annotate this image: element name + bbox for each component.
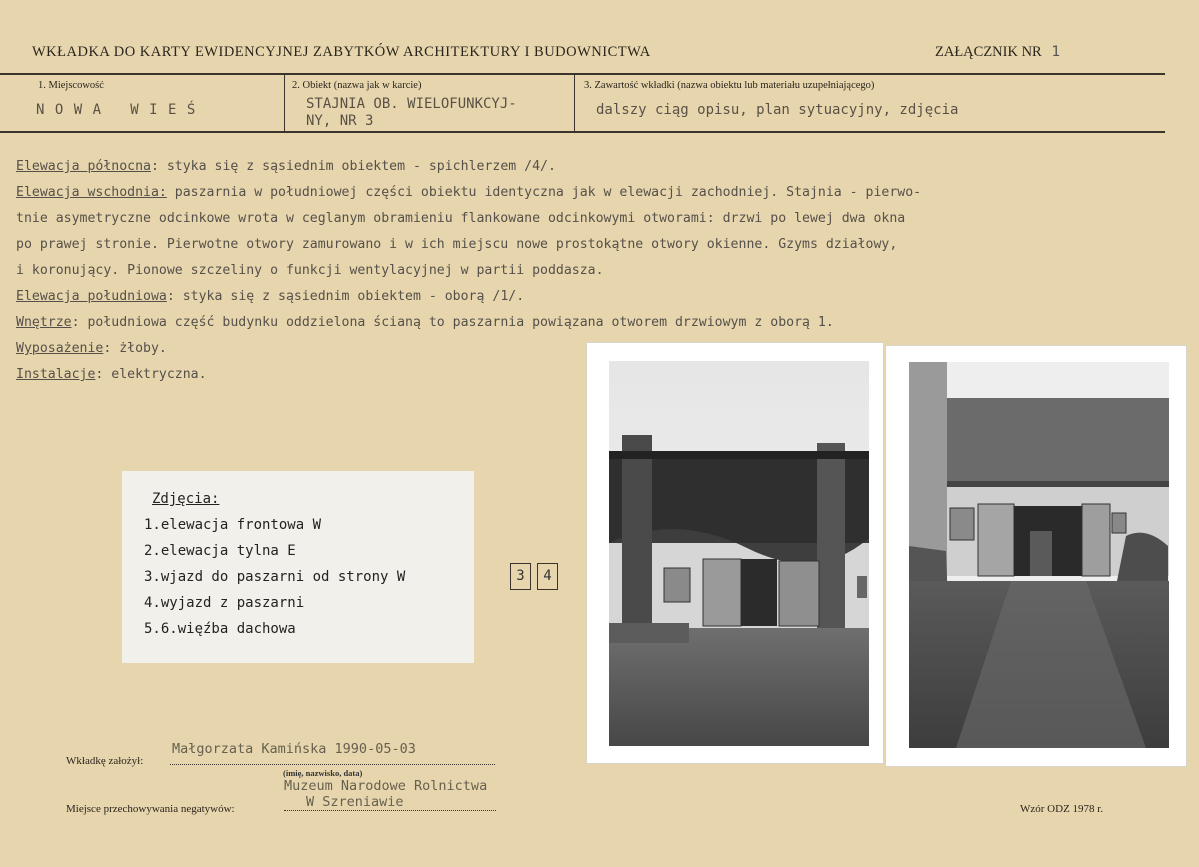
storage-value-line1: Muzeum Narodowe Rolnictwa bbox=[284, 778, 488, 794]
object-value-line1: STAJNIA OB. WIELOFUNKCYJ- bbox=[306, 96, 517, 112]
section-heading: Elewacja północna bbox=[16, 159, 151, 174]
photos-list-item: 5.6.więźba dachowa bbox=[144, 621, 296, 637]
storage-label: Miejsce przechowywania negatywów: bbox=[66, 803, 235, 815]
section-text: : styka się z sąsiednim obiektem - spichlerzem /4/. bbox=[150, 159, 556, 174]
photos-list-item: 2.elewacja tylna E bbox=[144, 543, 296, 559]
author-hint: (imię, nazwisko, data) bbox=[283, 768, 363, 778]
description-row bbox=[16, 180, 1191, 206]
section-text: i koronujący. Pionowe szczeliny o funkcji wentylacyjnej w partii poddasza. bbox=[16, 263, 604, 278]
section-heading: Wnętrze bbox=[16, 315, 72, 330]
photos-list-label bbox=[122, 471, 474, 663]
section-heading: Instalacje bbox=[16, 367, 96, 382]
photo-3-image bbox=[587, 343, 883, 763]
description-row bbox=[16, 258, 1191, 284]
field-divider-1 bbox=[284, 75, 285, 131]
content-label: 3. Zawartość wkładki (nazwa obiektu lub materiału uzupełniającego) bbox=[584, 80, 875, 91]
storage-value-line2: W Szreniawie bbox=[306, 794, 404, 810]
object-label: 2. Obiekt (nazwa jak w karcie) bbox=[292, 80, 422, 91]
section-text: : żłoby. bbox=[103, 341, 167, 356]
section-text: : styka się z sąsiednim obiektem - oborą /1/. bbox=[166, 289, 525, 304]
photos-list-item: 4.wyjazd z paszarni bbox=[144, 595, 305, 611]
storage-underline bbox=[284, 810, 496, 811]
section-heading: Elewacja południowa bbox=[16, 289, 167, 304]
section-heading: Elewacja wschodnia: bbox=[16, 185, 167, 200]
description-row bbox=[16, 232, 1191, 258]
photo-4 bbox=[886, 346, 1186, 766]
section-text: : elektryczna. bbox=[95, 367, 207, 382]
photos-list-item: 3.wjazd do paszarni od strony W bbox=[144, 569, 406, 585]
place-value: N O W A W I E Ś bbox=[36, 102, 197, 118]
author-label: Wkładkę założył: bbox=[66, 755, 144, 767]
header-top-rule bbox=[0, 73, 1165, 75]
description-row bbox=[16, 284, 1191, 310]
description-row bbox=[16, 206, 1191, 232]
section-text: tnie asymetryczne odcinkowe wrota w ceglanym obramieniu flankowane odcinkowymi otworami: drzwi po lewej dwa okna bbox=[16, 211, 906, 226]
attachment-label-text: ZAŁĄCZNIK NR bbox=[935, 44, 1042, 60]
photo-4-image bbox=[886, 346, 1186, 766]
object-value-line2: NY, NR 3 bbox=[306, 113, 374, 129]
content-value: dalszy ciąg opisu, plan sytuacyjny, zdjęcia bbox=[596, 102, 959, 118]
place-label: 1. Miejscowość bbox=[38, 80, 104, 91]
photo-3 bbox=[587, 343, 883, 763]
description-row bbox=[16, 154, 1191, 180]
section-text: : południowa część budynku oddzielona ścianą to paszarnia powiązana otworem drzwiowym z oborą 1. bbox=[71, 315, 834, 330]
photo-number-box: 3 bbox=[510, 563, 531, 590]
author-underline bbox=[170, 764, 495, 765]
field-divider-2 bbox=[574, 75, 575, 131]
photos-list-item: 1.elewacja frontowa W bbox=[144, 517, 322, 533]
attachment-number: 1 bbox=[1051, 44, 1061, 60]
section-text: po prawej stronie. Pierwotne otwory zamurowano i w ich miejscu nowe prostokątne otwory okienne. Gzyms działowy, bbox=[16, 237, 898, 252]
header-bottom-rule bbox=[0, 131, 1165, 133]
photos-list-title: Zdjęcia: bbox=[152, 491, 220, 507]
section-heading: Wyposażenie bbox=[16, 341, 104, 356]
photo-number-box: 4 bbox=[537, 563, 558, 590]
attachment-label bbox=[935, 44, 1060, 61]
section-text: paszarnia w południowej części obiektu identyczna jak w elewacji zachodniej. Stajnia - pierwo- bbox=[166, 185, 922, 200]
card-title: WKŁADKA DO KARTY EWIDENCYJNEJ ZABYTKÓW ARCHITEKTURY I BUDOWNICTWA bbox=[32, 44, 651, 60]
form-version: Wzór ODZ 1978 r. bbox=[1020, 803, 1104, 815]
author-value: Małgorzata Kamińska 1990-05-03 bbox=[172, 741, 416, 757]
description-row bbox=[16, 310, 1191, 336]
